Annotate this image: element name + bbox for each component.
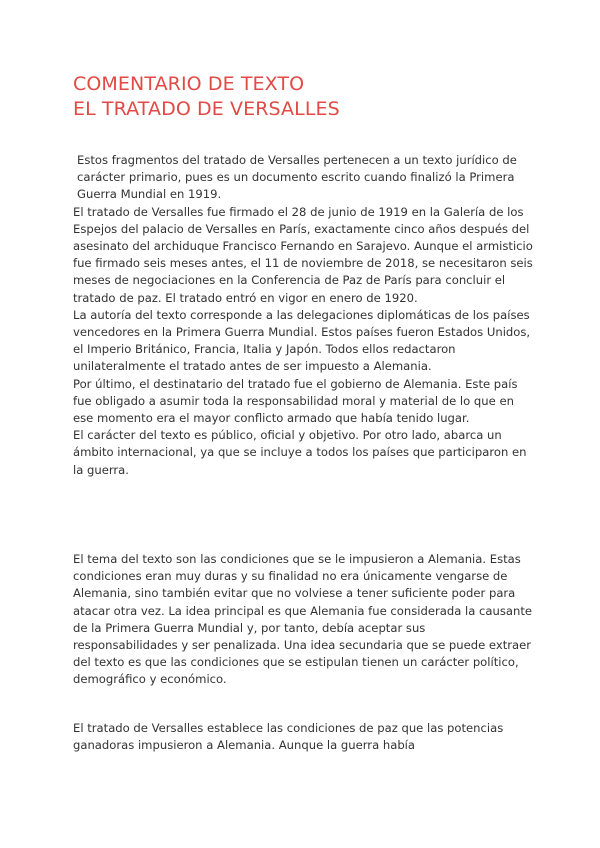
paragraph: La autoría del texto corresponde a las delegaciones diplomáticas de los países vencedores en la Primera Guerra Mundial. Estos países fueron Estados Unidos, el Imperio Británico, Francia, Italia y Japón. Todos ellos redactaron unilateralmente el tratado antes de ser impuesto a Alemania. bbox=[73, 307, 531, 374]
title-line-2: EL TRATADO DE VERSALLES bbox=[73, 98, 340, 120]
paragraph: El tratado de Versalles fue firmado el 28 de junio de 1919 en la Galería de los Espejos del palacio de Versalles en París, exactamente cinco años después del asesinato del archiduque Francisco Fernando en Sarajevo. Aunque el armisticio fue firmado seis meses antes, el 11 de noviembre de 2018, se necesitaron seis meses de negociaciones en la Conferencia de Paz de París para concluir el tratado de paz. El tratado entró en vigor en enero de 1920. bbox=[73, 204, 533, 305]
paragraph: El tratado de Versalles establece las condiciones de paz que las potencias ganadoras impusieron a Alemania. Aunque la guerra había bbox=[73, 721, 504, 753]
intro-section bbox=[73, 152, 533, 479]
paragraph: El carácter del texto es público, oficial y objetivo. Por otro lado, abarca un ámbito internacional, ya que se incluye a todos los países que participaron en la guerra. bbox=[73, 428, 527, 477]
theme-section bbox=[73, 551, 533, 689]
title-line-1: COMENTARIO DE TEXTO bbox=[73, 73, 305, 95]
page-title bbox=[73, 72, 340, 122]
paragraph: El tema del texto son las condiciones que se le impusieron a Alemania. Estas condiciones eran muy duras y su finalidad no era únicamente vengarse de Alemania, sino también evitar que no volviese a tener suficiente poder para atacar otra vez. La idea principal es que Alemania fue considerada la causante de la Primera Guerra Mundial y, por tanto, debía aceptar sus responsabilidades y ser penalizada. Una idea secundaria que se puede extraer del texto es que las condiciones que se estipulan tienen un carácter político, demográfico y económico. bbox=[73, 552, 533, 687]
analysis-section bbox=[73, 720, 533, 754]
paragraph: Estos fragmentos del tratado de Versalles pertenecen a un texto jurídico de carácter primario, pues es un documento escrito cuando finalizó la Primera Guerra Mundial en 1919. bbox=[77, 153, 517, 202]
paragraph: Por último, el destinatario del tratado fue el gobierno de Alemania. Este país fue obligado a asumir toda la responsabilidad moral y material de lo que en ese momento era el mayor conflicto armado que había tenido lugar. bbox=[73, 376, 518, 426]
